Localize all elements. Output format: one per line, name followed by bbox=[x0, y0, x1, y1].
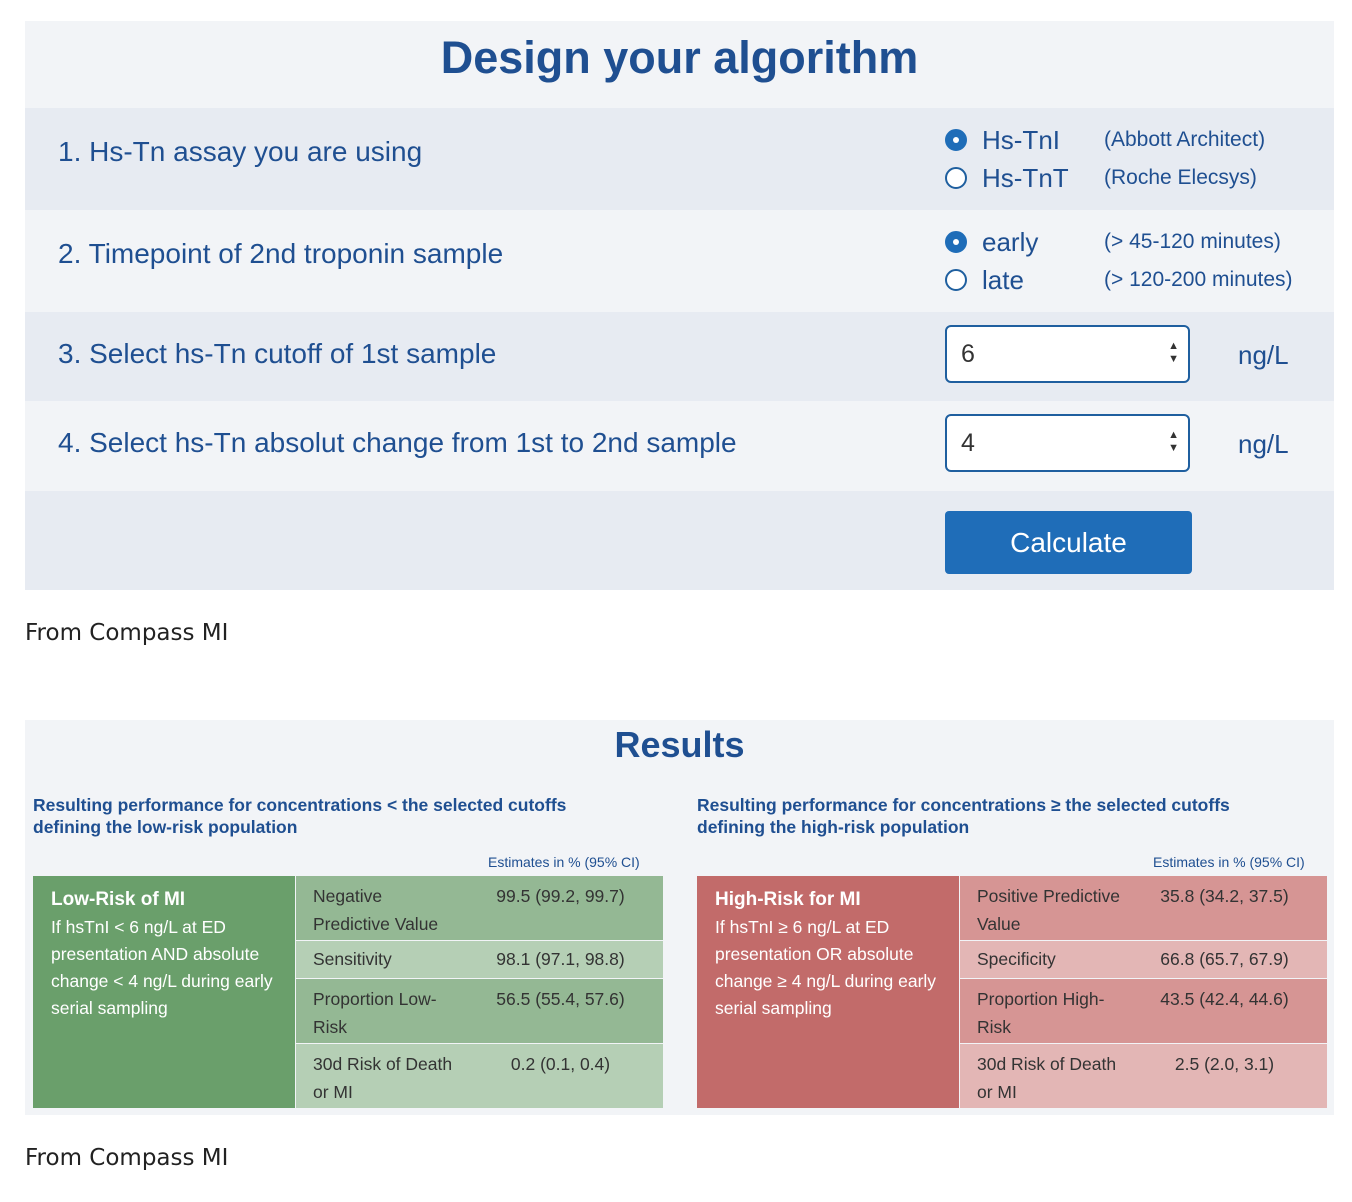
high-risk-heading: Resulting performance for concentrations ≥ the selected cutoffs defining the high-risk population bbox=[697, 795, 1230, 837]
calculate-row bbox=[25, 491, 1334, 590]
table-row bbox=[960, 979, 1327, 1043]
low-risk-table bbox=[33, 876, 663, 1108]
high-risk-table bbox=[697, 876, 1327, 1108]
cutoff-value[interactable]: 6 bbox=[961, 340, 975, 368]
results-title: Results bbox=[614, 724, 745, 765]
estimates-note: Estimates in % (95% CI) bbox=[488, 854, 640, 870]
assay-row bbox=[25, 108, 1334, 210]
cutoff-row bbox=[25, 312, 1334, 401]
metric-value: 56.5 (55.4, 57.6) bbox=[496, 989, 625, 1009]
radio-note: (> 45-120 minutes) bbox=[1104, 230, 1281, 253]
table-row bbox=[960, 941, 1327, 978]
radio-note: (> 120-200 minutes) bbox=[1104, 268, 1293, 291]
metric-value: 0.2 (0.1, 0.4) bbox=[510, 1054, 611, 1074]
low-risk-heading: Resulting performance for concentrations < the selected cutoffs defining the low-risk population bbox=[33, 795, 567, 837]
results-panel bbox=[25, 720, 1334, 1115]
change-unit: ng/L bbox=[1238, 429, 1289, 459]
high-risk-description: If hsTnI ≥ 6 ng/L at ED presentation OR absolute change ≥ 4 ng/L during early serial sampling bbox=[715, 917, 937, 1018]
radio-label[interactable]: early bbox=[982, 227, 1039, 257]
change-label: 4. Select hs-Tn absolut change from 1st to 2nd sample bbox=[58, 427, 737, 458]
radio-early[interactable] bbox=[945, 226, 1281, 258]
stepper-arrows-icon[interactable]: ▲ ▼ bbox=[1168, 429, 1179, 454]
table-row bbox=[296, 941, 663, 978]
caption: From Compass MI bbox=[25, 1145, 229, 1171]
radio-button-hs-tnt[interactable] bbox=[945, 167, 967, 189]
metric-name: 30d Risk of Death or MI bbox=[313, 1054, 453, 1102]
radio-button-hs-tni[interactable] bbox=[945, 129, 967, 151]
radio-late[interactable] bbox=[945, 264, 1293, 296]
table-row bbox=[296, 979, 663, 1043]
change-row bbox=[25, 401, 1334, 491]
assay-label: 1. Hs-Tn assay you are using bbox=[58, 136, 423, 167]
metric-name: Proportion High-Risk bbox=[977, 989, 1105, 1037]
table-row bbox=[296, 1044, 663, 1108]
calculate-button[interactable]: Calculate bbox=[945, 511, 1192, 574]
radio-note: (Abbott Architect) bbox=[1104, 128, 1266, 151]
low-risk-description: If hsTnI < 6 ng/L at ED presentation AND absolute change < 4 ng/L during early serial sampling bbox=[51, 917, 273, 1018]
metric-name: Specificity bbox=[977, 949, 1056, 969]
cutoff-unit: ng/L bbox=[1238, 340, 1289, 370]
metric-value: 66.8 (65.7, 67.9) bbox=[1160, 949, 1289, 969]
algorithm-designer bbox=[25, 21, 1334, 590]
radio-label[interactable]: Hs-TnI bbox=[982, 125, 1060, 155]
change-stepper[interactable] bbox=[945, 414, 1190, 472]
metric-name: Negative Predictive Value bbox=[313, 886, 439, 934]
metric-value: 2.5 (2.0, 3.1) bbox=[1174, 1054, 1275, 1074]
metric-value: 99.5 (99.2, 99.7) bbox=[496, 886, 625, 906]
table-row bbox=[960, 876, 1327, 940]
radio-button-late[interactable] bbox=[945, 269, 967, 291]
change-value[interactable]: 4 bbox=[961, 429, 975, 457]
estimates-note: Estimates in % (95% CI) bbox=[1153, 854, 1305, 870]
timepoint-row bbox=[25, 210, 1334, 312]
low-risk-summary bbox=[33, 876, 295, 1108]
metric-value: 35.8 (34.2, 37.5) bbox=[1160, 886, 1289, 906]
designer-title: Design your algorithm bbox=[25, 21, 1334, 108]
caption: From Compass MI bbox=[25, 620, 229, 646]
high-risk-summary bbox=[697, 876, 959, 1108]
high-risk-title: High-Risk for MI bbox=[715, 889, 861, 910]
timepoint-label: 2. Timepoint of 2nd troponin sample bbox=[58, 238, 504, 269]
radio-hs-tni[interactable] bbox=[945, 124, 1266, 156]
metric-name: Positive Predictive Value bbox=[977, 886, 1120, 934]
cutoff-stepper[interactable] bbox=[945, 325, 1190, 383]
metric-name: 30d Risk of Death or MI bbox=[977, 1054, 1117, 1102]
radio-hs-tnt[interactable] bbox=[945, 162, 1257, 194]
low-risk-title: Low-Risk of MI bbox=[51, 889, 186, 910]
stepper-arrows-icon[interactable]: ▲ ▼ bbox=[1168, 340, 1179, 365]
radio-button-early[interactable] bbox=[945, 231, 967, 253]
radio-note: (Roche Elecsys) bbox=[1104, 166, 1257, 189]
table-row bbox=[296, 876, 663, 940]
radio-label[interactable]: late bbox=[982, 265, 1024, 295]
metric-name: Sensitivity bbox=[313, 949, 392, 969]
metric-value: 43.5 (42.4, 44.6) bbox=[1160, 989, 1289, 1009]
metric-name: Proportion Low-Risk bbox=[313, 989, 437, 1037]
table-row bbox=[960, 1044, 1327, 1108]
metric-value: 98.1 (97.1, 98.8) bbox=[496, 949, 625, 969]
cutoff-label: 3. Select hs-Tn cutoff of 1st sample bbox=[58, 338, 497, 369]
radio-label[interactable]: Hs-TnT bbox=[982, 163, 1069, 193]
